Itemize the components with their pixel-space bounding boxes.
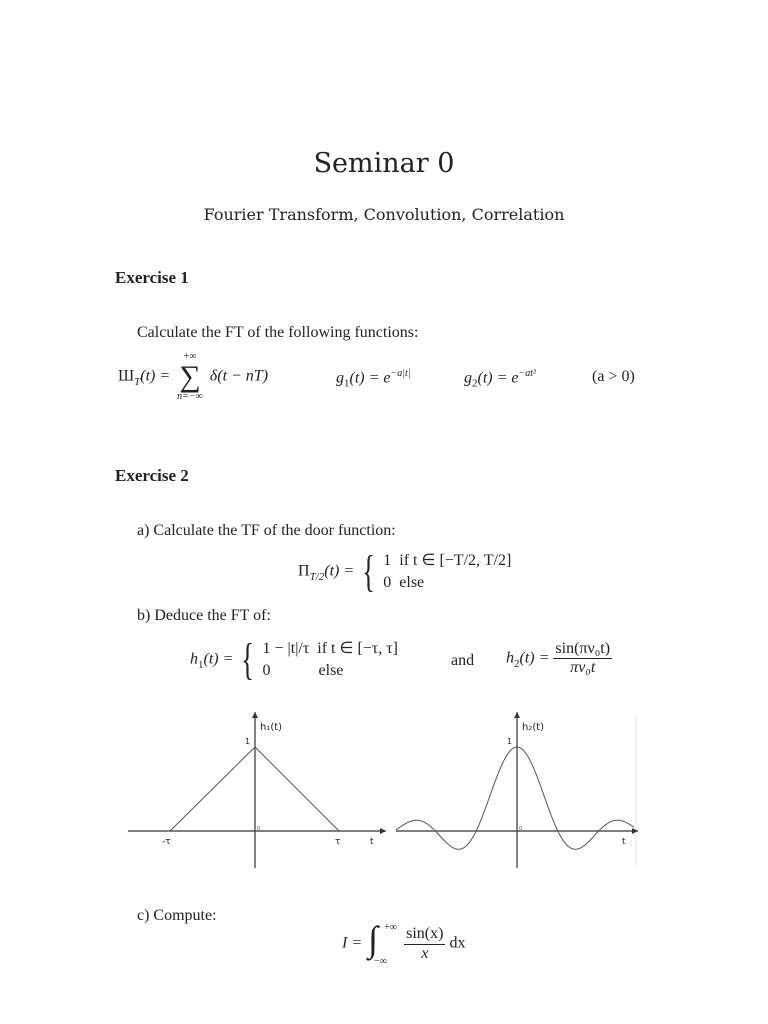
y-axis-arrow-icon xyxy=(514,712,520,718)
page-title: Seminar 0 xyxy=(313,148,455,179)
g2-function-formula: $g_2(t) = e^{-at^2}$ xyxy=(464,368,537,390)
part-c-text: c) Compute: xyxy=(137,907,217,924)
door-function-formula: $\Pi_{T/2}(t)$ = { 1 if t ∈ [−T/2, T/2] 0 else xyxy=(298,547,512,596)
x-tick-pos-tau: τ xyxy=(335,837,341,847)
h1-y-label: h₁(t) xyxy=(260,722,283,733)
y-tick-one: 1 xyxy=(245,737,251,746)
origin-label: 0 xyxy=(257,826,261,832)
x-axis-label: t xyxy=(622,837,626,847)
and-word: and xyxy=(451,652,475,669)
exercise-1-prompt: Calculate the FT of the following functions: xyxy=(137,324,419,341)
origin-label: 0 xyxy=(519,826,523,832)
y-tick-one: 1 xyxy=(507,737,513,746)
g1-function-formula: $g_1(t) = e^{-a|t|}$ xyxy=(336,368,411,390)
x-tick-neg-tau: -τ xyxy=(162,837,171,847)
part-b-text: b) Deduce the FT of: xyxy=(137,607,271,624)
x-axis-label: t xyxy=(370,837,374,847)
shah-function-formula: $Ш_T(t)$ = +∞ ∑ n=−∞ δ(t − nT) xyxy=(118,351,269,402)
h2-y-label: h₂(t) xyxy=(522,722,545,733)
summation-symbol: +∞ ∑ n=−∞ xyxy=(177,351,203,402)
condition-a-positive: (a > 0) xyxy=(592,368,635,385)
y-axis-arrow-icon xyxy=(252,712,258,718)
exercise-1-heading: Exercise 1 xyxy=(115,268,189,287)
x-axis-arrow-icon xyxy=(632,828,638,834)
part-a-text: a) Calculate the TF of the door function: xyxy=(137,522,396,539)
sinc-curve xyxy=(396,747,634,849)
h1-function-formula: $h_1(t)$ = { 1 − |t|/τ if t ∈ [−τ, τ] 0 else xyxy=(190,635,398,684)
page-subtitle: Fourier Transform, Convolution, Correlation xyxy=(203,205,565,224)
x-axis-arrow-icon xyxy=(380,828,386,834)
exercise-2-heading: Exercise 2 xyxy=(115,466,189,485)
h1-triangle-plot xyxy=(128,710,388,870)
h2-sinc-plot xyxy=(396,710,642,870)
integral-formula: I = ∫ +∞ −∞ $\frac{\sin(x)}{x}$ dx xyxy=(342,919,466,967)
h2-function-formula: $h_2(t)$ = $\frac{\text{sin(πν₀t)}}{\text{πν₀t}}$ xyxy=(506,640,611,677)
